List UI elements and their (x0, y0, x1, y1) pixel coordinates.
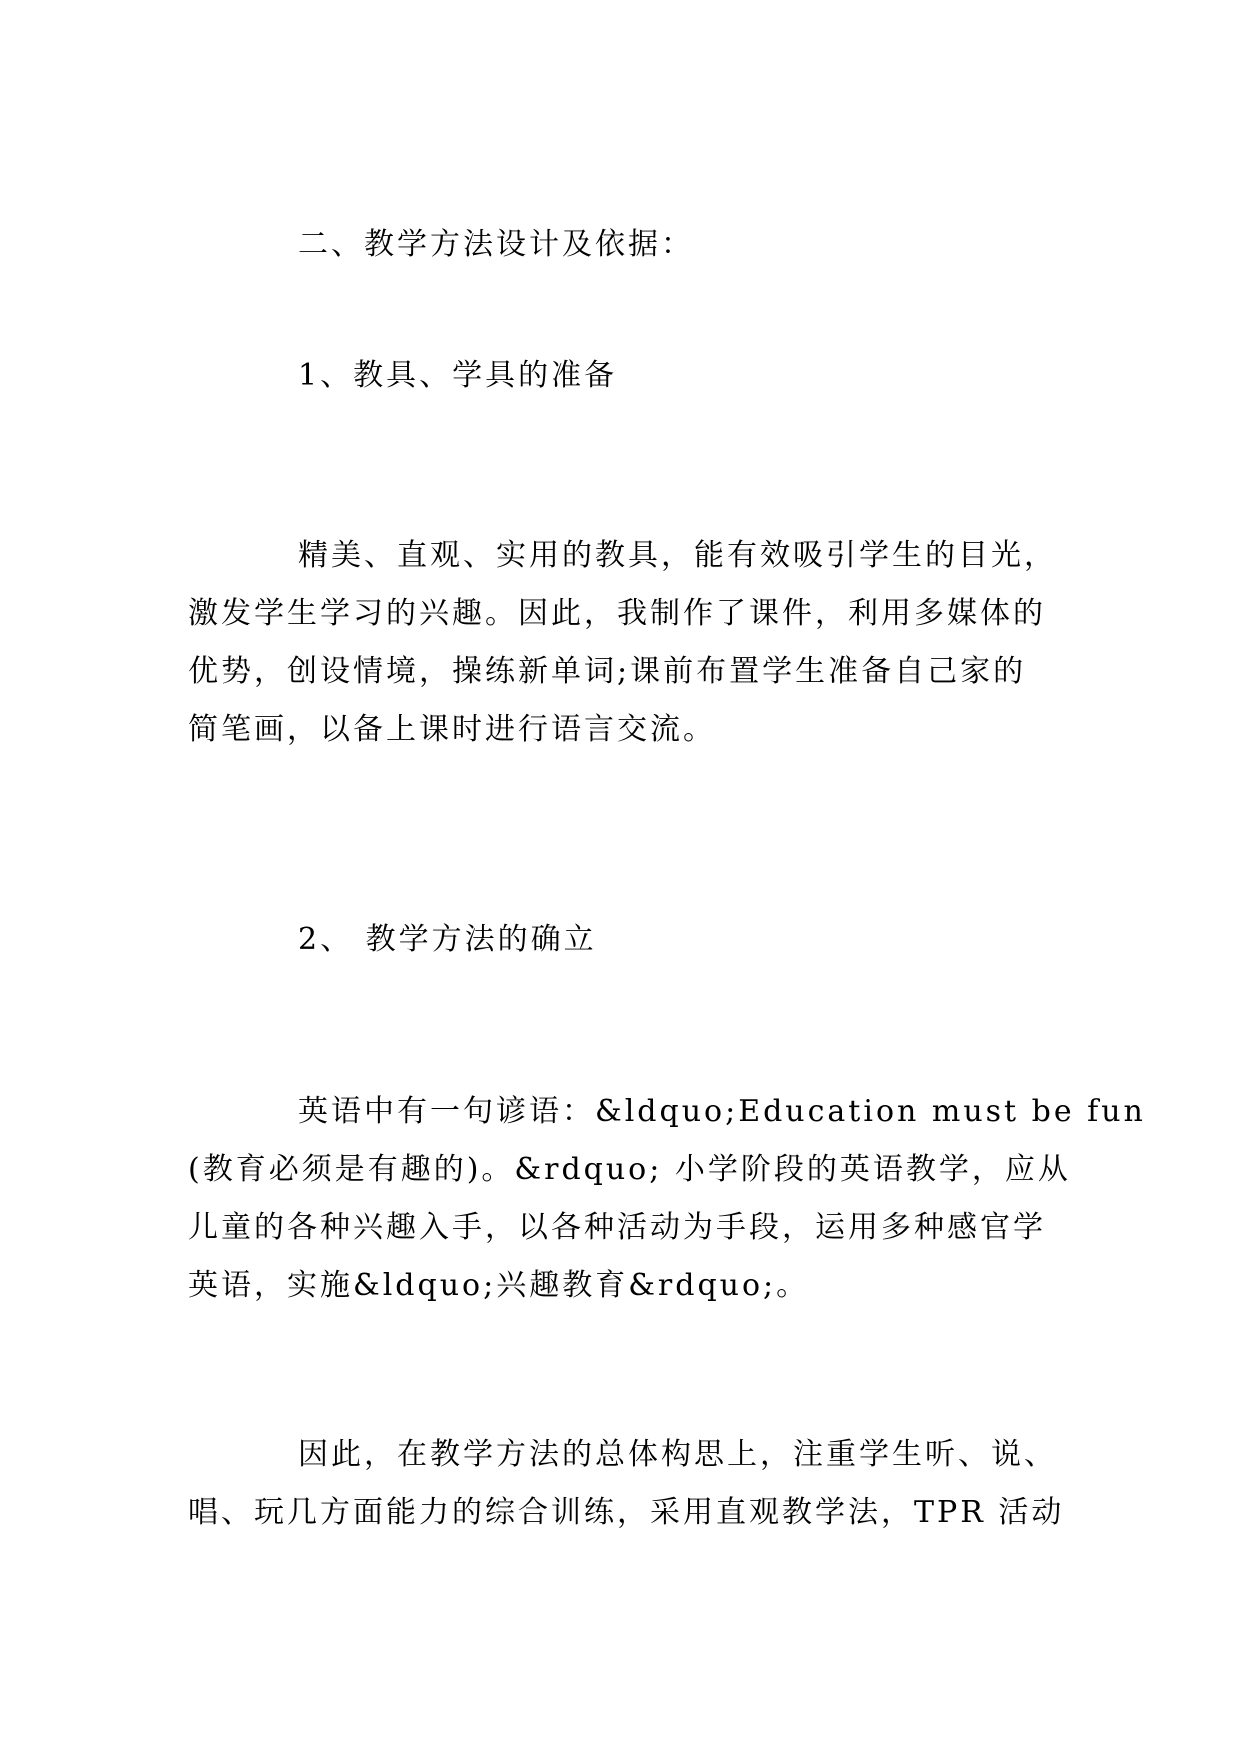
paragraph-line: 英语，实施&ldquo;兴趣教育&rdquo;。 (188, 1268, 810, 1303)
paragraph-line: 英语中有一句谚语：&ldquo;Education must be fun (298, 1094, 1146, 1129)
paragraph-line: 激发学生学习的兴趣。因此，我制作了课件，利用多媒体的 (188, 596, 1046, 631)
paragraph-line: (教育必须是有趣的)。&rdquo; 小学阶段的英语教学，应从 (188, 1152, 1071, 1187)
paragraph-line: 因此，在教学方法的总体构思上，注重学生听、说、 (298, 1437, 1057, 1472)
subsection-1-heading: 1、教具、学具的准备 (298, 358, 618, 393)
paragraph-line: 唱、玩几方面能力的综合训练，采用直观教学法，TPR 活动 (188, 1495, 1065, 1530)
paragraph-line: 优势，创设情境，操练新单词;课前布置学生准备自己家的 (188, 654, 1027, 689)
paragraph-line: 精美、直观、实用的教具，能有效吸引学生的目光， (298, 538, 1057, 573)
subsection-1-paragraph (188, 527, 1068, 759)
section-heading: 二、教学方法设计及依据： (298, 227, 694, 262)
subsection-2-heading: 2、 教学方法的确立 (298, 922, 597, 957)
subsection-2-paragraph-2 (188, 1426, 1068, 1542)
paragraph-line: 儿童的各种兴趣入手，以各种活动为手段，运用多种感官学 (188, 1210, 1046, 1245)
paragraph-line: 简笔画，以备上课时进行语言交流。 (188, 712, 716, 747)
subsection-2-paragraph-1 (188, 1083, 1146, 1315)
